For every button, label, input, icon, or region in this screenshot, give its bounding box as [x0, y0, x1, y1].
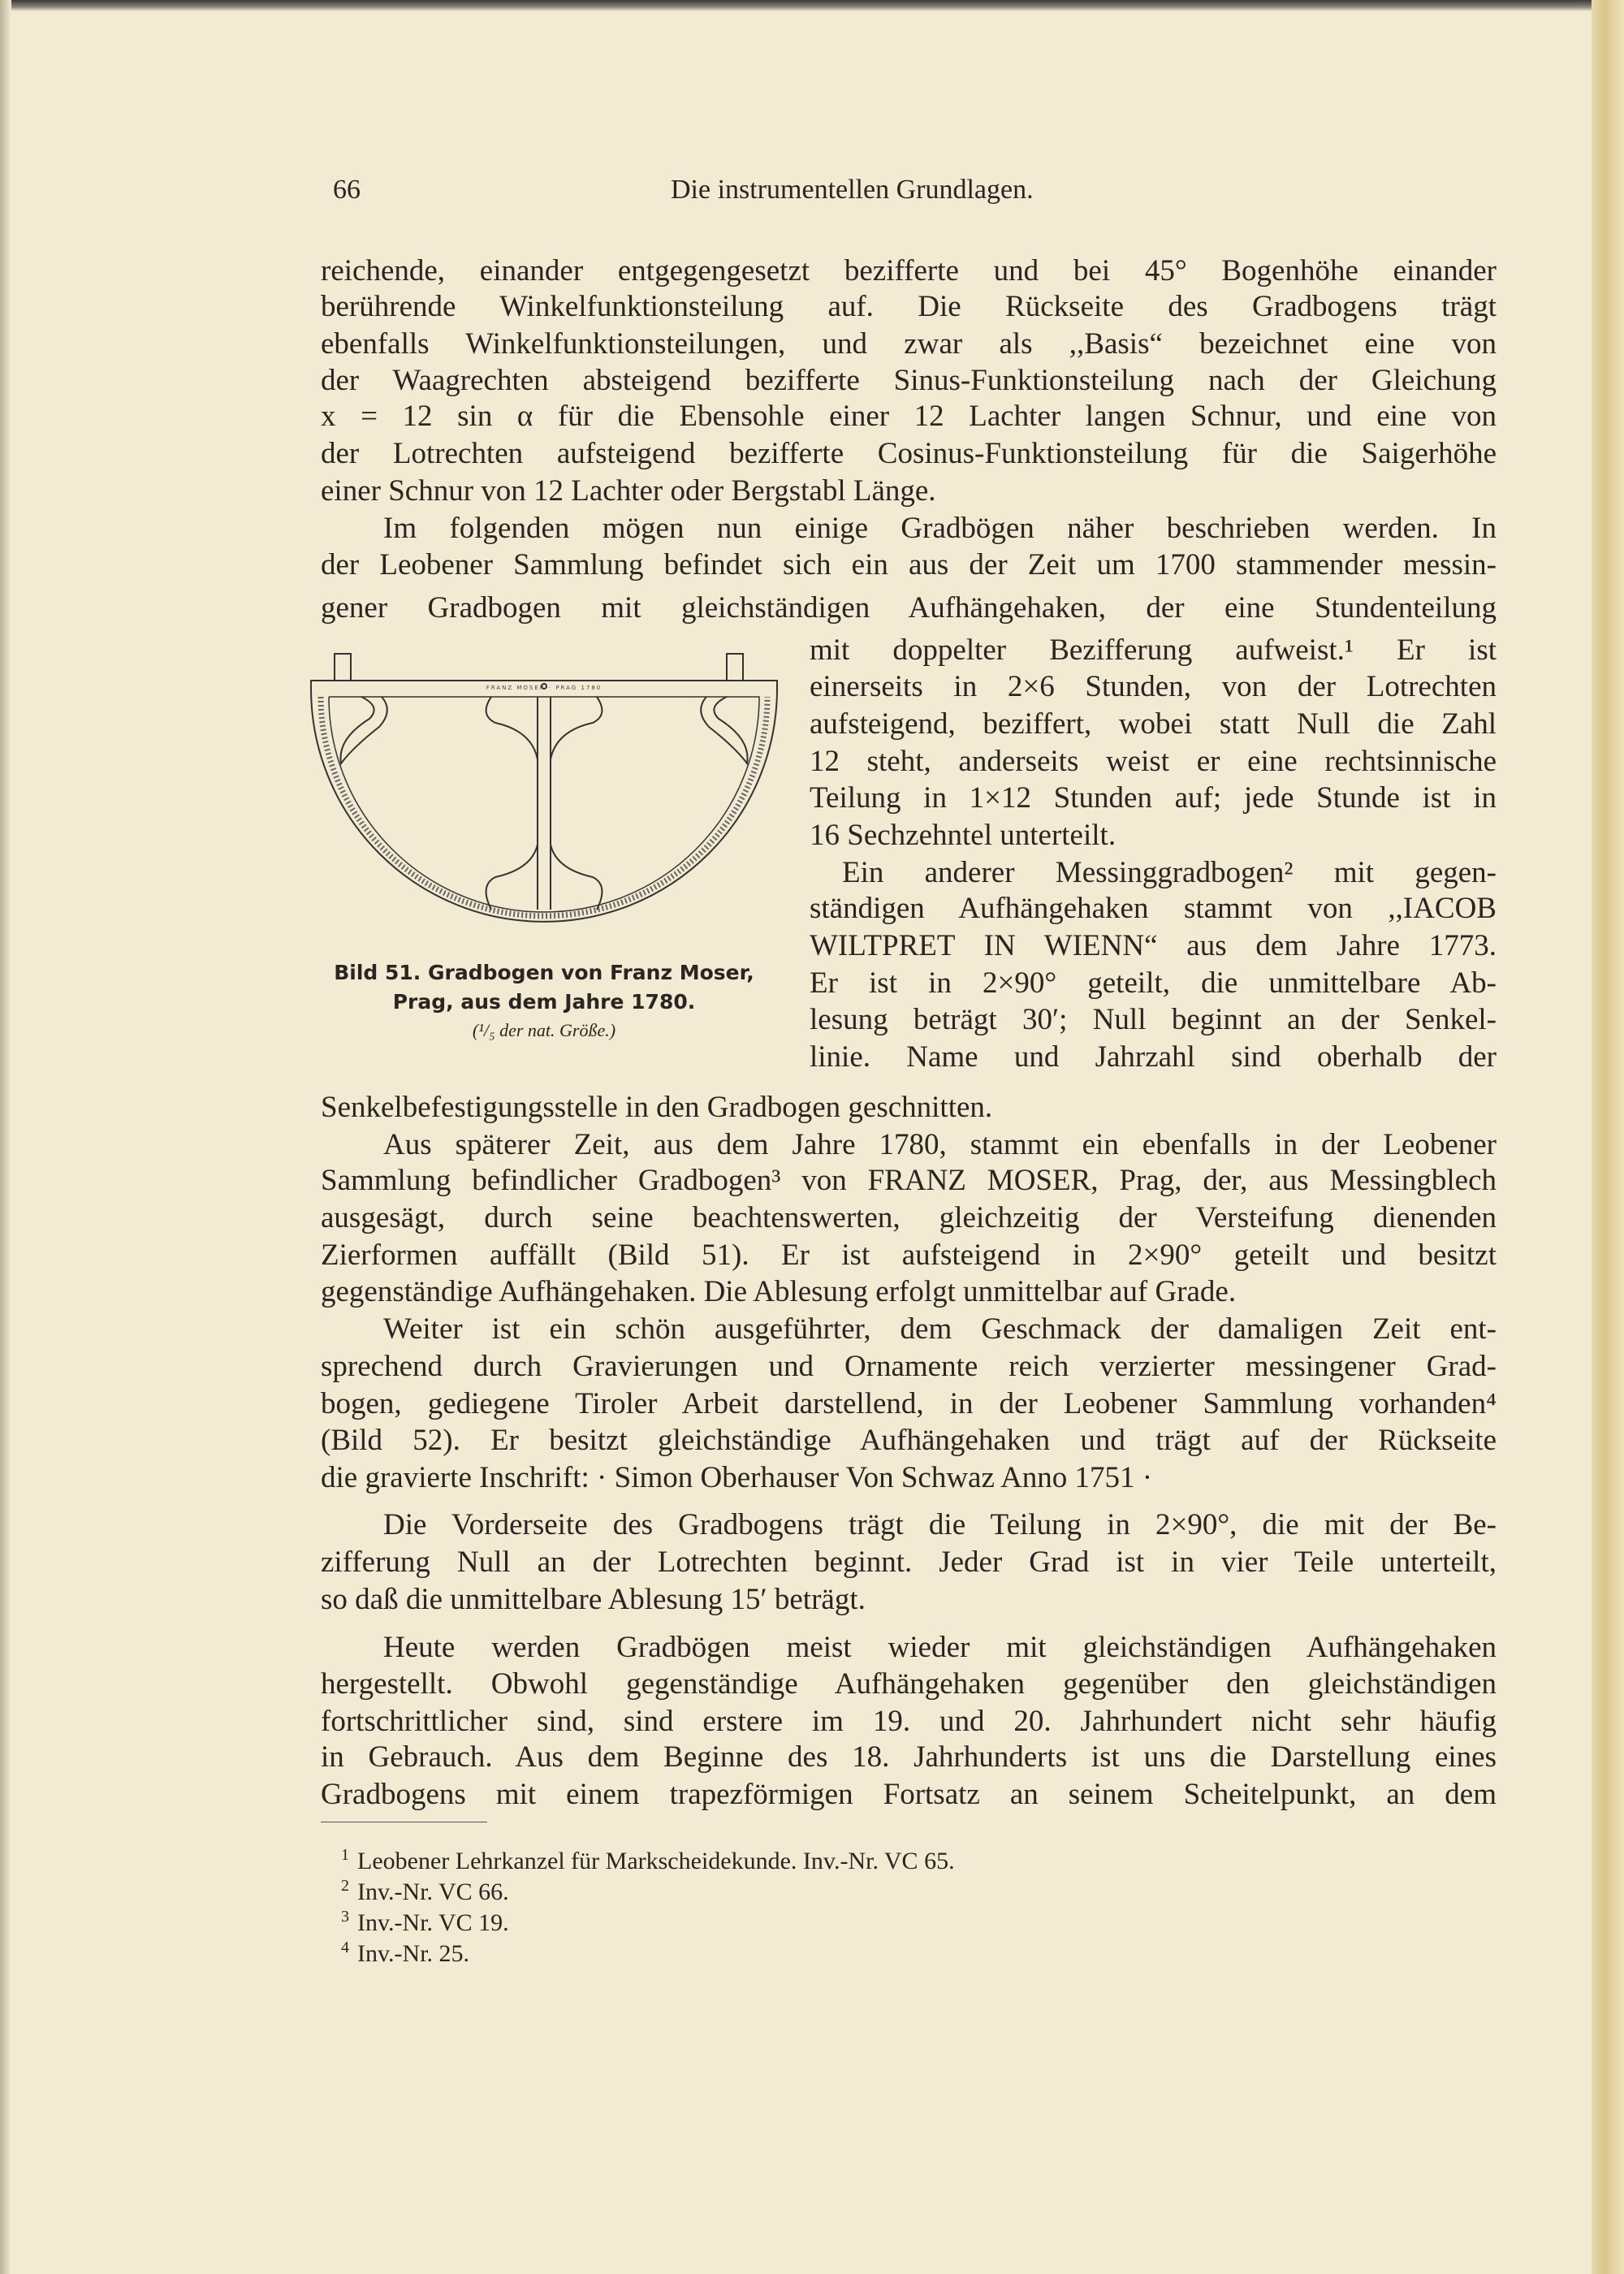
figure-gradbogen-drawing	[304, 650, 784, 926]
text-line: bogen, gediegene Tiroler Arbeit darstellend, in der Leobener Sammlung vorhanden⁴	[321, 1387, 1497, 1420]
text-line: Zierformen auffällt (Bild 51). Er ist aufsteigend in 2×90° geteilt und besitzt	[321, 1239, 1497, 1272]
text-line: zifferung Null an der Lotrechten beginnt. Jeder Grad ist in vier Teile unterteilt,	[321, 1546, 1497, 1579]
text-line: ständigen Aufhängehaken stammt von ,,IACOB	[810, 892, 1497, 925]
text-line: lesung beträgt 30′; Null beginnt an der Senkel-	[810, 1003, 1497, 1036]
text-line: Ein anderer Messinggradbogen² mit gegen-	[842, 856, 1497, 889]
footnote-number: 2	[341, 1877, 349, 1895]
arc-inner	[329, 697, 759, 912]
text-line: fortschrittlicher sind, sind erstere im 19. und 20. Jahrhundert nicht sehr häufig	[321, 1705, 1497, 1738]
text-line: der Lotrechten aufsteigend bezifferte Cosinus-Funktionsteilung für die Saigerhöhe	[321, 437, 1497, 470]
text-line: 12 steht, anderseits weist er eine rechtsinnische	[810, 745, 1497, 778]
text-line: 16 Sechzehntel unterteilt.	[810, 819, 1116, 852]
text-line: ausgesägt, durch seine beachtenswerten, gleichzeitig der Versteifung dienenden	[321, 1201, 1497, 1234]
text-line: (Bild 52). Er besitzt gleichständige Aufhängehaken und trägt auf der Rückseite	[321, 1424, 1497, 1457]
footnote-4	[341, 1933, 469, 1969]
text-line: Senkelbefestigungsstelle in den Gradbogen geschnitten.	[321, 1091, 993, 1124]
footnote-number: 1	[341, 1846, 349, 1864]
text-line: berührende Winkelfunktionsteilung auf. Die Rückseite des Gradbogens trägt	[321, 290, 1497, 323]
text-line: ebenfalls Winkelfunktionsteilungen, und zwar als ,,Basis“ bezeichnet eine von	[321, 327, 1497, 361]
figure-scale-note: (¹/₅ der nat. Größe.)	[472, 1020, 616, 1040]
text-line: der Leobener Sammlung befindet sich ein aus der Zeit um 1700 stammender messin-	[321, 548, 1497, 581]
footnote-text: Leobener Lehrkanzel für Markscheidekunde. Inv.-Nr. VC 65.	[357, 1848, 955, 1874]
text-line: WILTPRET IN WIENN“ aus dem Jahre 1773.	[810, 929, 1497, 962]
figure-caption-line2: Prag, aus dem Jahre 1780.	[392, 990, 696, 1014]
text-line: reichende, einander entgegengesetzt bezifferte und bei 45° Bogenhöhe einander	[321, 254, 1497, 287]
text-line: aufsteigend, beziffert, wobei statt Null die Zahl	[810, 707, 1497, 741]
text-line: gegenständige Aufhängehaken. Die Ablesung erfolgt unmittelbar auf Grade.	[321, 1275, 1237, 1308]
text-line: Aus späterer Zeit, aus dem Jahre 1780, stammt ein ebenfalls in der Leobener	[383, 1128, 1497, 1161]
text-line: so daß die unmittelbare Ablesung 15′ beträgt.	[321, 1583, 866, 1616]
text-line: Gradbogens mit einem trapezförmigen Fortsatz an seinem Scheitelpunkt, an dem	[321, 1778, 1497, 1811]
text-line: Im folgenden mögen nun einige Gradbögen näher beschrieben werden. In	[383, 512, 1497, 545]
page-top-edge	[0, 0, 1624, 11]
text-line: Er ist in 2×90° geteilt, die unmittelbare Ab-	[810, 966, 1497, 1000]
arc-outer	[311, 681, 777, 922]
text-line: linie. Name und Jahrzahl sind oberhalb der	[810, 1040, 1497, 1074]
text-line: die gravierte Inschrift: · Simon Oberhauser Von Schwaz Anno 1751 ·	[321, 1461, 1153, 1494]
footnote-text: Inv.-Nr. VC 66.	[357, 1878, 509, 1905]
text-line: der Waagrechten absteigend bezifferte Sinus-Funktionsteilung nach der Gleichung	[321, 364, 1497, 397]
arc-scale	[321, 697, 767, 916]
footnote-number: 4	[341, 1939, 349, 1956]
text-line: Weiter ist ein schön ausgeführter, dem Geschmack der damaligen Zeit ent-	[383, 1312, 1497, 1346]
text-line: einer Schnur von 12 Lachter oder Bergstabl Länge.	[321, 474, 936, 508]
text-line: sprechend durch Gravierungen und Ornamente reich verzierter messingener Grad-	[321, 1350, 1497, 1383]
text-line: mit doppelter Bezifferung aufweist.¹ Er ist	[810, 633, 1497, 667]
text-line: einerseits in 2×6 Stunden, von der Lotrechten	[810, 670, 1497, 703]
footnote-text: Inv.-Nr. VC 19.	[357, 1909, 509, 1936]
text-line: in Gebrauch. Aus dem Beginne des 18. Jahrhunderts ist uns die Darstellung eines	[321, 1740, 1497, 1774]
text-line: x = 12 sin α für die Ebensohle einer 12 Lachter langen Schnur, und eine von	[321, 400, 1497, 433]
figure-engraving: FRANZ MOSER · PRAG 1780	[486, 685, 603, 691]
running-title: Die instrumentellen Grundlagen.	[671, 175, 1034, 205]
text-line: gener Gradbogen mit gleichständigen Aufhängehaken, der eine Stundenteilung	[321, 591, 1497, 625]
text-line: Sammlung befindlicher Gradbogen³ von FRANZ MOSER, Prag, der, aus Messingblech	[321, 1164, 1497, 1197]
text-line: Teilung in 1×12 Stunden auf; jede Stunde ist in	[810, 781, 1497, 815]
figure-caption-line1: Bild 51. Gradbogen von Franz Moser,	[334, 961, 754, 984]
footnote-text: Inv.-Nr. 25.	[357, 1940, 470, 1967]
text-line: hergestellt. Obwohl gegenständige Aufhängehaken gegenüber den gleichständigen	[321, 1667, 1497, 1701]
page-left-edge	[0, 0, 11, 2274]
page-number: 66	[333, 175, 361, 205]
text-line: Die Vorderseite des Gradbogens trägt die Teilung in 2×90°, die mit der Be-	[383, 1508, 1497, 1541]
footnote-number: 3	[341, 1908, 349, 1926]
page-right-edge	[1592, 0, 1624, 2274]
text-line: Heute werden Gradbögen meist wieder mit gleichständigen Aufhängehaken	[383, 1631, 1497, 1664]
